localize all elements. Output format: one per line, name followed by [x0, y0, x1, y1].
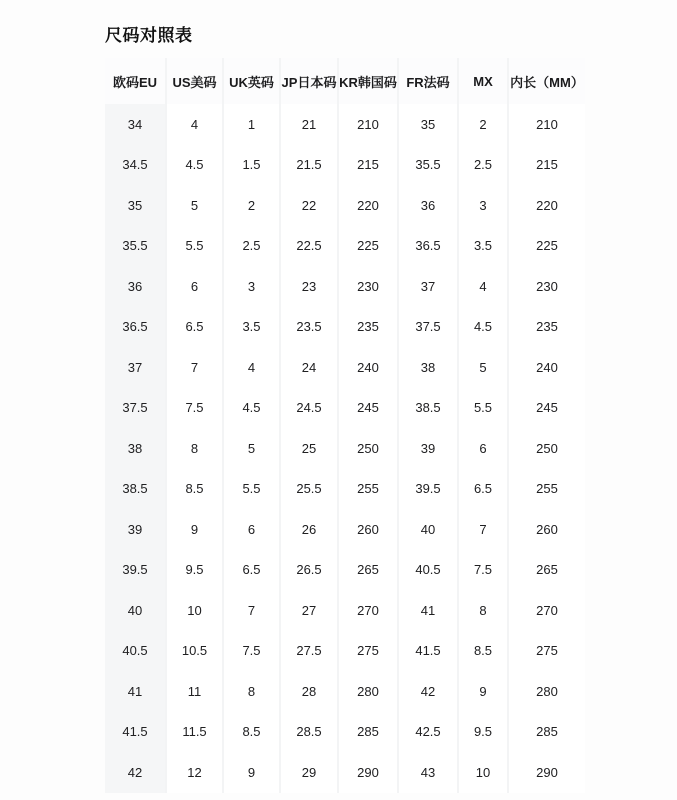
table-cell: 9: [457, 671, 507, 712]
table-cell: 9.5: [165, 550, 222, 591]
table-cell: 39.5: [397, 469, 457, 510]
table-cell: 40.5: [105, 631, 165, 672]
table-cell: 7.5: [457, 550, 507, 591]
table-cell: 42: [105, 752, 165, 793]
table-row: [105, 428, 585, 469]
table-row: [105, 226, 585, 267]
table-row: [105, 631, 585, 672]
table-cell: 225: [507, 226, 585, 267]
page-title: 尺码对照表: [105, 26, 193, 45]
table-cell: 210: [507, 104, 585, 145]
table-cell: 5: [222, 428, 279, 469]
table-cell: 8: [457, 590, 507, 631]
table-cell: 5.5: [457, 388, 507, 429]
table-cell: 3: [222, 266, 279, 307]
table-cell: 28: [279, 671, 337, 712]
table-cell: 9.5: [457, 712, 507, 753]
size-conversion-table: [105, 58, 585, 793]
table-cell: 39.5: [105, 550, 165, 591]
table-cell: 245: [337, 388, 397, 429]
column-header: MX: [457, 58, 507, 104]
column-header: 内长（MM）: [507, 58, 585, 104]
table-cell: 6.5: [165, 307, 222, 348]
table-cell: 9: [165, 509, 222, 550]
table-cell: 230: [507, 266, 585, 307]
table-cell: 22: [279, 185, 337, 226]
table-cell: 40: [105, 590, 165, 631]
table-cell: 36: [105, 266, 165, 307]
table-cell: 275: [507, 631, 585, 672]
table-cell: 1.5: [222, 145, 279, 186]
table-cell: 8.5: [165, 469, 222, 510]
table-cell: 38.5: [397, 388, 457, 429]
table-cell: 5.5: [165, 226, 222, 267]
table-row: [105, 388, 585, 429]
table-cell: 27: [279, 590, 337, 631]
column-header: KR韩国码: [337, 58, 397, 104]
table-cell: 2: [457, 104, 507, 145]
table-cell: 245: [507, 388, 585, 429]
table-cell: 37.5: [105, 388, 165, 429]
table-cell: 10: [165, 590, 222, 631]
table-cell: 240: [507, 347, 585, 388]
table-cell: 265: [507, 550, 585, 591]
table-cell: 280: [337, 671, 397, 712]
table-row: [105, 145, 585, 186]
table-cell: 41.5: [105, 712, 165, 753]
column-header: UK英码: [222, 58, 279, 104]
table-cell: 9: [222, 752, 279, 793]
table-cell: 37.5: [397, 307, 457, 348]
table-cell: 38.5: [105, 469, 165, 510]
table-cell: 6: [222, 509, 279, 550]
table-cell: 11: [165, 671, 222, 712]
table-cell: 280: [507, 671, 585, 712]
table-cell: 41: [397, 590, 457, 631]
table-cell: 8.5: [222, 712, 279, 753]
table-cell: 210: [337, 104, 397, 145]
table-cell: 42: [397, 671, 457, 712]
table-cell: 7: [222, 590, 279, 631]
table-cell: 5.5: [222, 469, 279, 510]
table-body: [105, 104, 585, 793]
table-cell: 40: [397, 509, 457, 550]
table-header-row: [105, 58, 585, 104]
table-cell: 235: [337, 307, 397, 348]
table-cell: 265: [337, 550, 397, 591]
table-cell: 6.5: [222, 550, 279, 591]
table-cell: 255: [507, 469, 585, 510]
table-row: [105, 104, 585, 145]
table-cell: 270: [507, 590, 585, 631]
table-row: [105, 185, 585, 226]
table-cell: 36.5: [105, 307, 165, 348]
column-header: US美码: [165, 58, 222, 104]
table-cell: 230: [337, 266, 397, 307]
table-cell: 250: [337, 428, 397, 469]
table-cell: 27.5: [279, 631, 337, 672]
table-cell: 34.5: [105, 145, 165, 186]
table-cell: 8: [222, 671, 279, 712]
table-cell: 250: [507, 428, 585, 469]
table-cell: 255: [337, 469, 397, 510]
table-cell: 39: [397, 428, 457, 469]
table-cell: 290: [337, 752, 397, 793]
table-cell: 38: [105, 428, 165, 469]
table-cell: 34: [105, 104, 165, 145]
table-cell: 23: [279, 266, 337, 307]
table-cell: 290: [507, 752, 585, 793]
table-cell: 4.5: [165, 145, 222, 186]
table-row: [105, 347, 585, 388]
table-cell: 43: [397, 752, 457, 793]
table-cell: 37: [105, 347, 165, 388]
table-cell: 220: [507, 185, 585, 226]
table-cell: 11.5: [165, 712, 222, 753]
table-cell: 215: [507, 145, 585, 186]
table-cell: 12: [165, 752, 222, 793]
table-cell: 7: [165, 347, 222, 388]
table-cell: 26.5: [279, 550, 337, 591]
table-cell: 37: [397, 266, 457, 307]
table-cell: 1: [222, 104, 279, 145]
table-cell: 22.5: [279, 226, 337, 267]
table-row: [105, 712, 585, 753]
column-header: JP日本码: [279, 58, 337, 104]
table-cell: 260: [507, 509, 585, 550]
table-cell: 24.5: [279, 388, 337, 429]
table-cell: 220: [337, 185, 397, 226]
table-cell: 39: [105, 509, 165, 550]
table-cell: 4.5: [457, 307, 507, 348]
table-cell: 4: [457, 266, 507, 307]
table-cell: 2: [222, 185, 279, 226]
table-row: [105, 266, 585, 307]
table-row: [105, 671, 585, 712]
table-cell: 235: [507, 307, 585, 348]
table-cell: 10: [457, 752, 507, 793]
table-cell: 28.5: [279, 712, 337, 753]
table-cell: 5: [165, 185, 222, 226]
table-cell: 21.5: [279, 145, 337, 186]
table-cell: 4: [222, 347, 279, 388]
table-row: [105, 469, 585, 510]
table-cell: 6: [165, 266, 222, 307]
table-cell: 240: [337, 347, 397, 388]
table-cell: 35: [397, 104, 457, 145]
table-cell: 36.5: [397, 226, 457, 267]
table-cell: 23.5: [279, 307, 337, 348]
table-cell: 35.5: [105, 226, 165, 267]
table-cell: 8: [165, 428, 222, 469]
table-row: [105, 550, 585, 591]
table-cell: 25: [279, 428, 337, 469]
table-cell: 260: [337, 509, 397, 550]
table-cell: 275: [337, 631, 397, 672]
column-header: 欧码EU: [112, 74, 158, 90]
table-cell: 25.5: [279, 469, 337, 510]
table-row: [105, 752, 585, 793]
table-row: [105, 307, 585, 348]
table-cell: 41.5: [397, 631, 457, 672]
table-row: [105, 509, 585, 550]
table-cell: 7.5: [222, 631, 279, 672]
table-cell: 35: [105, 185, 165, 226]
table-cell: 270: [337, 590, 397, 631]
table-cell: 41: [105, 671, 165, 712]
table-cell: 225: [337, 226, 397, 267]
table-cell: 3: [457, 185, 507, 226]
table-cell: 38: [397, 347, 457, 388]
table-cell: 3.5: [457, 226, 507, 267]
table-cell: 5: [457, 347, 507, 388]
table-cell: 10.5: [165, 631, 222, 672]
column-header: FR法码: [397, 58, 457, 104]
table-cell: 29: [279, 752, 337, 793]
table-cell: 7.5: [165, 388, 222, 429]
table-cell: 2.5: [222, 226, 279, 267]
table-cell: 21: [279, 104, 337, 145]
table-cell: 6.5: [457, 469, 507, 510]
table-row: [105, 590, 585, 631]
table-cell: 8.5: [457, 631, 507, 672]
table-cell: 24: [279, 347, 337, 388]
table-cell: 35.5: [397, 145, 457, 186]
table-cell: 6: [457, 428, 507, 469]
table-cell: 215: [337, 145, 397, 186]
table-cell: 4.5: [222, 388, 279, 429]
table-cell: 285: [337, 712, 397, 753]
table-cell: 7: [457, 509, 507, 550]
table-cell: 4: [165, 104, 222, 145]
table-cell: 40.5: [397, 550, 457, 591]
table-cell: 36: [397, 185, 457, 226]
table-cell: 26: [279, 509, 337, 550]
table-cell: 3.5: [222, 307, 279, 348]
table-cell: 2.5: [457, 145, 507, 186]
table-cell: 285: [507, 712, 585, 753]
table-cell: 42.5: [397, 712, 457, 753]
